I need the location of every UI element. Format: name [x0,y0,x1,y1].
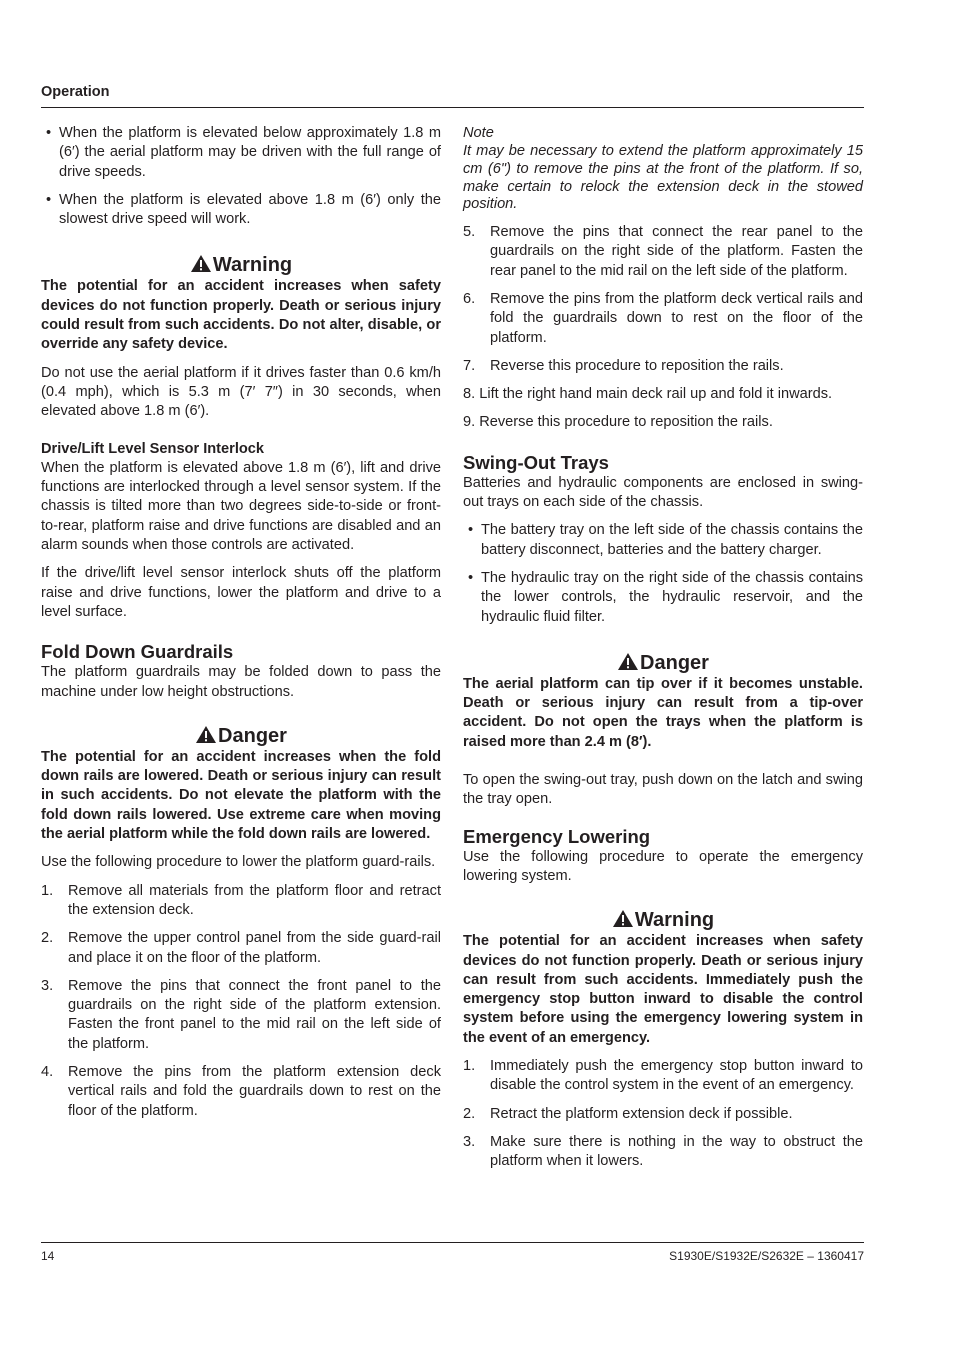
list-item: • When the platform is elevated above 1.8 m (6′) only the slowest drive speed will work. [46,191,441,228]
list-item [463,357,863,376]
danger-callout-title [41,724,441,748]
list-item [463,1057,863,1096]
step-text: Remove all materials from the platform floor and retract the extension deck. [68,882,441,918]
list-item: • The hydraulic tray on the right side of the chassis contains the lower controls, the hydraulic reservoir, and the hydraulic fluid filter. [468,569,863,625]
list-item [463,290,863,348]
step-text: Remove the pins from the platform extension deck vertical rails and fold the guardrails down to rest on the floor of the platform. [68,1063,441,1119]
step-number: 4. [41,1063,54,1080]
page-number: 14 [41,1249,55,1263]
list-item [41,929,441,968]
step-number: 6. [463,291,476,307]
step-number: 3. [463,1133,476,1150]
list-item-text: The battery tray on the left side of the chassis contains the battery disconnect, batteries and the battery charger. [481,522,863,558]
list-item-text: The hydraulic tray on the right side of the chassis contains the lower controls, the hydraulic reservoir, and the hydraulic fluid filter. [481,569,863,625]
step-text: Make sure there is nothing in the way to obstruct the platform when it lowers. [490,1133,863,1170]
list-item-text: When the platform is elevated above 1.8 m (6′) only the slowest drive speed will work. [59,191,441,228]
step-number: 3. [41,977,54,994]
step-number: 2. [41,930,54,947]
speed-paragraph: Do not use the aerial platform if it drives faster than 0.6 km/h (0.4 mph), which is 5.3 m (7′ 7″) in 30 seconds, when elevated above 1.8 m (6′). [41,364,441,420]
interlock-paragraph-2: If the drive/lift level sensor interlock shuts off the platform raise and drive functions, lower the platform and drive to a level surface. [41,565,441,620]
warning-triangle-icon [617,652,639,671]
trays-paragraph: Batteries and hydraulic components are enclosed in swing-out trays on each side of the chassis. [463,474,863,511]
tray-open-paragraph: To open the swing-out tray, push down on the latch and swing the tray open. [463,772,863,808]
warning-callout-title [41,253,441,277]
list-item [463,1105,863,1124]
step-text: Reverse this procedure to reposition the rails. [490,357,784,374]
step-text: Remove the pins that connect the front panel to the guardrails on the right side of the platform extension. Fasten the front panel to the mid rail on the left side of the platform. [68,977,441,1052]
lowering-heading: Emergency Lowering [463,825,651,847]
list-item [463,223,863,281]
list-item: 9. Reverse this procedure to reposition the rails. [463,414,773,431]
list-item [41,882,441,921]
step-text: Remove the pins from the platform deck vertical rails and fold the guardrails down to rest on the floor of the platform. [490,291,863,346]
step-number: 7. [463,357,476,374]
warning-triangle-icon [195,725,217,744]
callout-title: Danger [640,651,709,674]
callout-title: Warning [212,254,293,277]
warning-text: The potential for an accident increases when safety devices do not function properly. Death or serious injury can result from such accidents. Immediately push the emergency stop button inward to disable the control system before using the emergency lowering system in the event of an emergency. [463,933,863,1046]
guardrails-paragraph: The platform guardrails may be folded down to pass the machine under low height obstructions. [41,664,441,700]
list-item [41,977,441,1054]
list-item: 8. Lift the right hand main deck rail up and fold it inwards. [463,386,833,403]
lowering-paragraph: Use the following procedure to operate the emergency lowering system. [463,848,863,884]
danger-text: The potential for an accident increases when the fold down rails are lowered. Death or serious injury can result in such accidents. Do not elevate the platform with the fold down rails lowered. Use extreme care when moving the aerial platform while the fold down rails are lowered. [41,748,441,843]
guardrails-heading: Fold Down Guardrails [41,641,234,663]
header-rule [41,107,864,108]
step-text: Remove the pins that connect the rear panel to the guardrails on the right side of the platform. Fasten the rear panel to the mid rail on the left side of the platform. [490,224,863,279]
drive-speed-list [41,124,441,229]
step-text: Retract the platform extension deck if possible. [490,1105,793,1122]
step-number: 1. [463,1058,476,1075]
right-column [463,124,863,1181]
step-text: Immediately push the emergency stop button inward to disable the control system in the event of an emergency. [490,1058,863,1094]
procedure-intro: Use the following procedure to lower the platform guard-rails. [41,854,436,871]
interlock-heading: Drive/Lift Level Sensor Interlock [41,440,265,457]
lowering-steps [463,1057,863,1171]
list-item [463,1133,863,1172]
trays-heading: Swing-Out Trays [463,451,609,473]
callout-title: Warning [634,909,715,932]
guardrail-steps [41,882,441,1121]
list-item [41,1063,441,1121]
left-column [41,124,441,1130]
document-id: S1930E/S1932E/S2632E – 1360417 [669,1249,864,1263]
footer-rule [41,1242,864,1243]
section-header: Operation [41,84,110,100]
warning-text: The potential for an accident increases when safety devices do not function properly. Death or serious injury could result from such accidents. Do not alter, disable, or override any safety device. [41,278,441,353]
list-item: • The battery tray on the left side of the chassis contains the battery disconnect, batteries and the battery charger. [468,522,863,558]
callout-title: Danger [218,724,287,747]
warning-triangle-icon [190,254,212,273]
warning-callout-title [463,908,863,932]
warning-triangle-icon [612,909,634,928]
guardrail-steps-continued [463,223,863,376]
note-text: It may be necessary to extend the platform approximately 15 cm (6") to remove the pins at the front of the platform. If so, make certain to relock the extension deck in the stowed position. [463,143,863,213]
step-number: 2. [463,1105,476,1122]
note-label: Note [463,125,494,141]
interlock-paragraph: When the platform is elevated above 1.8 m (6′), lift and drive functions are interlocked through a level sensor system. If the chassis is tilted more than two degrees side-to-side or front-to-rear, platform raise and drive functions are disabled and an alarm sounds when those controls are activated. [41,459,441,554]
step-number: 1. [41,882,54,899]
guardrail-steps-plain [463,385,863,433]
list-item-text: When the platform is elevated below approximately 1.8 m (6′) the aerial platform may be driven with the full range of drive speeds. [59,125,441,180]
list-item: • When the platform is elevated below approximately 1.8 m (6′) the aerial platform may be driven with the full range of drive speeds. [46,125,441,180]
step-text: Remove the upper control panel from the side guard-rail and place it on the floor of the platform. [68,930,441,966]
danger-text: The aerial platform can tip over if it becomes unstable. Death or serious injury can result from a tip-over accident. Do not open the trays when the platform is raised more than 2.4 m (8′). [463,675,863,750]
tray-list [463,521,863,626]
danger-callout-title [463,651,863,675]
step-number: 5. [463,224,476,241]
